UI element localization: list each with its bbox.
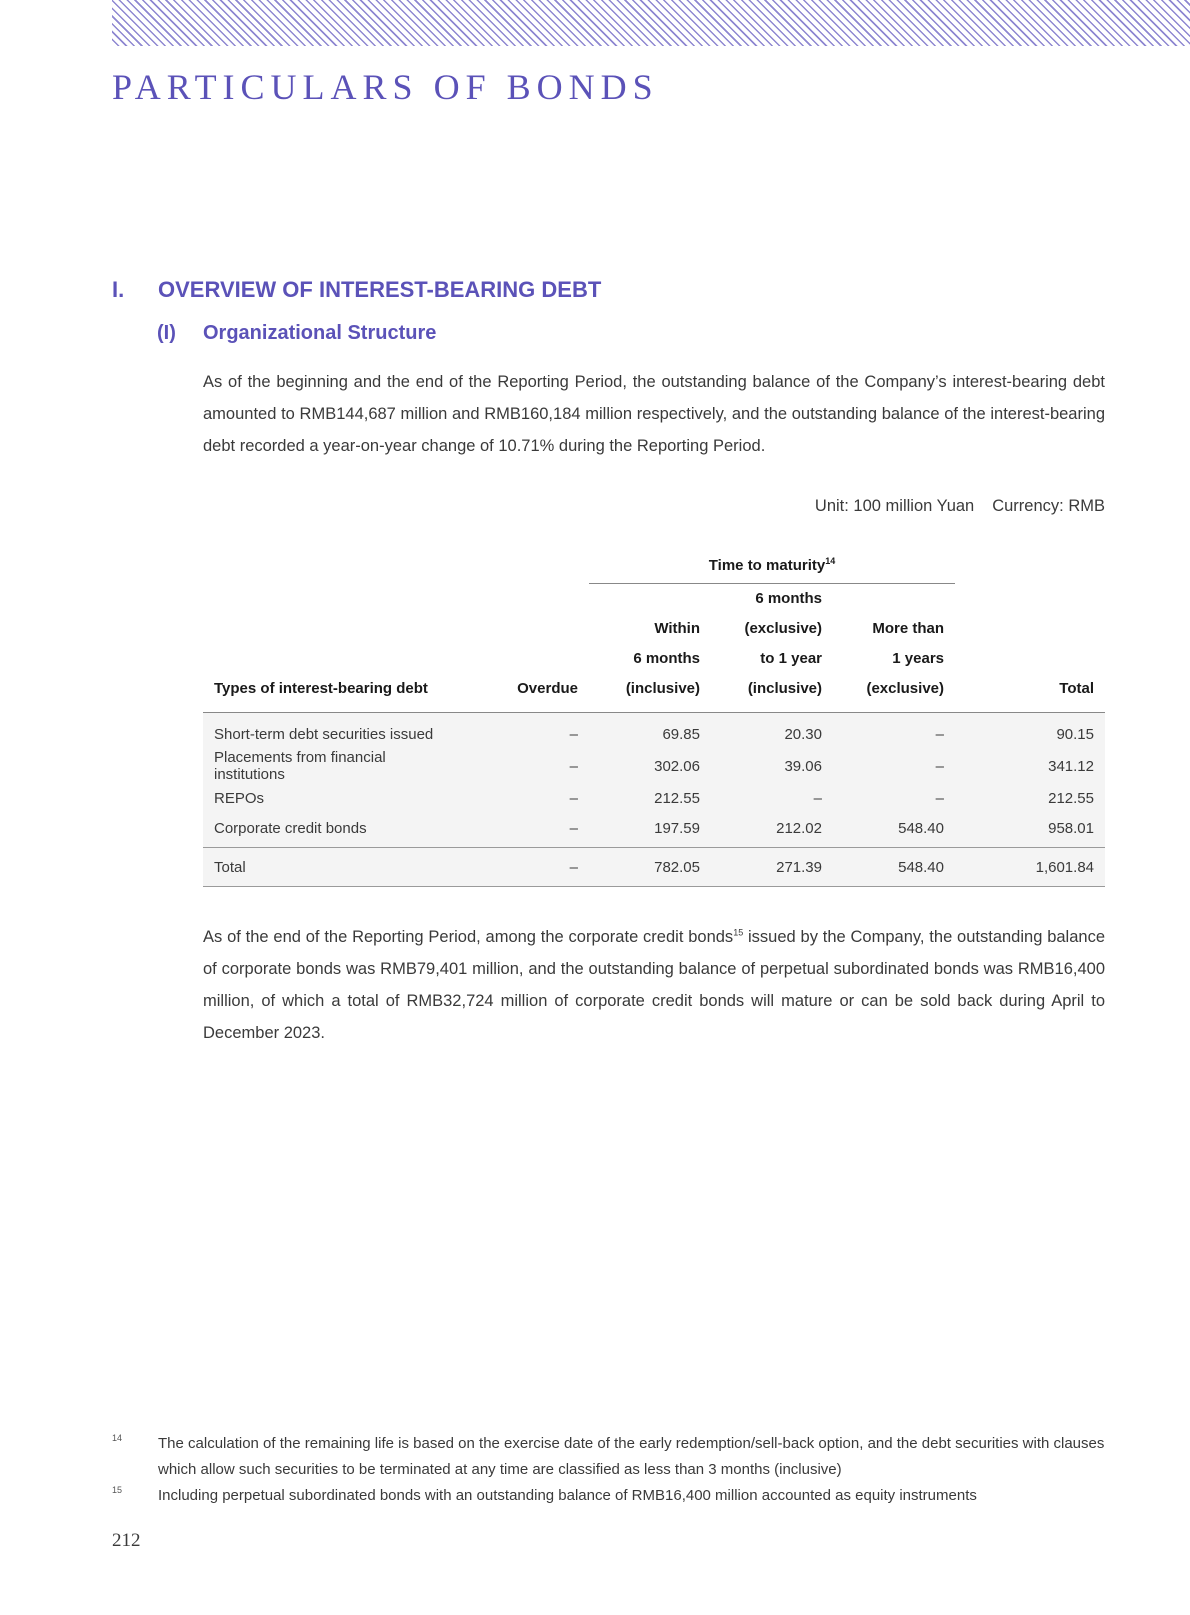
table-cell: – bbox=[833, 713, 955, 750]
col-header-total: Total bbox=[955, 584, 1105, 713]
table-cell: – bbox=[467, 749, 589, 783]
unit-currency-line bbox=[203, 497, 1105, 516]
unit-label: Unit: 100 million Yuan bbox=[814, 497, 975, 515]
row-label: Placements from financial institutions bbox=[203, 749, 467, 783]
table-cell: 212.02 bbox=[711, 813, 833, 848]
table-row bbox=[203, 813, 1105, 848]
table-cell: 271.39 bbox=[711, 848, 833, 887]
row-label: REPOs bbox=[203, 783, 467, 813]
section-heading bbox=[112, 277, 601, 303]
table-cell: 782.05 bbox=[589, 848, 711, 887]
table-cell: 39.06 bbox=[711, 749, 833, 783]
table-cell: 548.40 bbox=[833, 848, 955, 887]
table-cell: – bbox=[833, 783, 955, 813]
table-cell: – bbox=[467, 813, 589, 848]
time-to-maturity-header: Time to maturity$^{14}$ bbox=[589, 555, 955, 584]
footnote-14 bbox=[112, 1431, 1105, 1483]
table-cell: – bbox=[467, 713, 589, 750]
col-header-6-months-to-1-year: 6 months (exclusive) to 1 year (inclusive) bbox=[711, 584, 833, 713]
table-cell: – bbox=[711, 783, 833, 813]
section-number: I. bbox=[112, 277, 125, 302]
currency-label: Currency: RMB bbox=[992, 497, 1105, 515]
table-cell: 341.12 bbox=[955, 749, 1105, 783]
table-cell: 302.06 bbox=[589, 749, 711, 783]
table-cell: 1,601.84 bbox=[955, 848, 1105, 887]
overview-paragraph: As of the beginning and the end of the Reporting Period, the outstanding balance of the Company’s interest-bearing debt amounted to RMB144,687 million and RMB160,184 million respectively, and the outstanding balance of the interest-bearing debt recorded a year-on-year change of 10.71% during the Reporting Period. bbox=[203, 373, 1105, 455]
interest-bearing-debt-table bbox=[203, 555, 1105, 887]
table-cell: 212.55 bbox=[955, 783, 1105, 813]
table-cell: 197.59 bbox=[589, 813, 711, 848]
corporate-bonds-paragraph: As of the end of the Reporting Period, among the corporate credit bonds$^{15}$ issued by the Company, the outstanding balance of corporate bonds was RMB79,401 million, and the outstanding balance of perpetual subordinated bonds was RMB16,400 million, of which a total of RMB32,724 million of corporate credit bonds will mature or can be sold back during April to December 2023. bbox=[203, 927, 1105, 1042]
table-cell: 958.01 bbox=[955, 813, 1105, 848]
col-header-more-than-1-year: More than 1 years (exclusive) bbox=[833, 584, 955, 713]
total-row bbox=[203, 848, 1105, 887]
footnote-mark: 15 bbox=[112, 1485, 123, 1495]
footnote-text: The calculation of the remaining life is based on the exercise date of the early redemption/sell-back option, and the debt securities with clauses which allow such securities to be terminated at any time are classified as less than 3 months (inclusive) bbox=[158, 1435, 1105, 1478]
table-cell: 90.15 bbox=[955, 713, 1105, 750]
table-row bbox=[203, 713, 1105, 750]
table-row bbox=[203, 783, 1105, 813]
page-title: PARTICULARS OF BONDS bbox=[112, 67, 659, 107]
table-cell: – bbox=[833, 749, 955, 783]
row-label: Short-term debt securities issued bbox=[203, 713, 467, 750]
footnote-ref-14: 14 bbox=[825, 556, 836, 566]
decorative-hatch-band bbox=[112, 0, 1190, 46]
table-cell: 548.40 bbox=[833, 813, 955, 848]
table-cell: 20.30 bbox=[711, 713, 833, 750]
subsection-number: (I) bbox=[157, 322, 176, 344]
footnote-text: Including perpetual subordinated bonds with an outstanding balance of RMB16,400 million accounted as equity instruments bbox=[158, 1487, 977, 1504]
col-header-type: Types of interest-bearing debt bbox=[203, 584, 467, 713]
col-header-overdue: Overdue bbox=[467, 584, 589, 713]
subsection-title: Organizational Structure bbox=[203, 322, 437, 344]
footnote-ref-15: 15 bbox=[733, 927, 744, 938]
row-label: Corporate credit bonds bbox=[203, 813, 467, 848]
table-cell: 212.55 bbox=[589, 783, 711, 813]
table-cell: – bbox=[467, 783, 589, 813]
footnote-mark: 14 bbox=[112, 1433, 123, 1443]
footnote-15 bbox=[112, 1483, 1105, 1509]
table-row bbox=[203, 749, 1105, 783]
col-header-within-6-months: Within 6 months (inclusive) bbox=[589, 584, 711, 713]
page-number: 212 bbox=[112, 1530, 141, 1551]
table-cell: – bbox=[467, 848, 589, 887]
subsection-heading bbox=[157, 322, 436, 345]
row-label: Total bbox=[203, 848, 467, 887]
section-title: OVERVIEW OF INTEREST-BEARING DEBT bbox=[158, 277, 602, 302]
table-cell: 69.85 bbox=[589, 713, 711, 750]
